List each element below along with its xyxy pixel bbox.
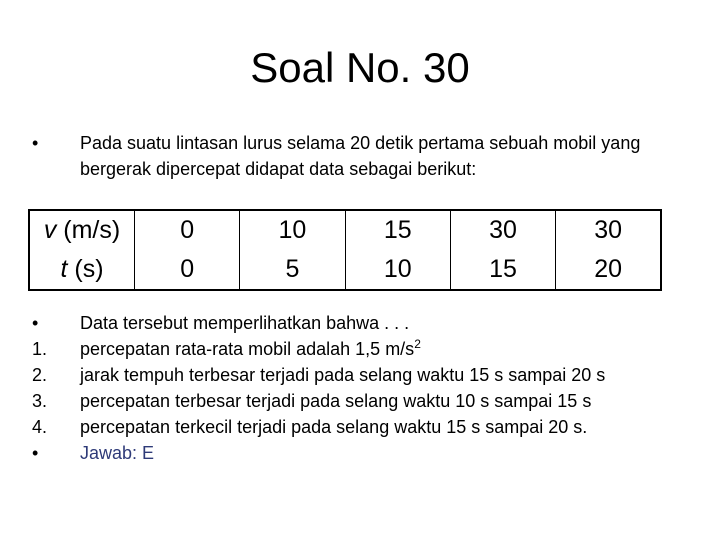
row-label-velocity [29, 210, 135, 250]
table-cell: 15 [345, 210, 450, 250]
table-cell: 0 [135, 250, 240, 290]
option-number: 1. [32, 339, 48, 359]
bullet-marker: • [32, 133, 39, 153]
table-cell: 5 [240, 250, 345, 290]
option-number: 2. [32, 365, 48, 385]
table-cell: 10 [240, 210, 345, 250]
table-cell: 0 [135, 210, 240, 250]
table-row-time [29, 250, 661, 290]
variable-v: v [43, 216, 57, 244]
option-item-1 [32, 336, 702, 362]
row-label-time [29, 250, 135, 290]
option-text [80, 336, 702, 362]
intro-text: Pada suatu lintasan lurus selama 20 detik pertama sebuah mobil yang bergerak dipercepat didapat data sebagai berikut: [80, 133, 641, 179]
variable-t: t [60, 255, 68, 283]
answer-text: Jawab: E [80, 443, 155, 463]
table-cell: 15 [450, 250, 555, 290]
question-item [32, 310, 702, 336]
option-text: percepatan terbesar terjadi pada selang waktu 10 s sampai 15 s [80, 391, 592, 411]
intro-paragraph [32, 130, 692, 182]
option-number: 4. [32, 417, 48, 437]
unit-label: (m/s) [56, 216, 121, 244]
options-list [32, 310, 702, 466]
question-text: Data tersebut memperlihatkan bahwa . . . [80, 313, 410, 333]
option-item-3 [32, 388, 702, 414]
table-cell: 20 [556, 250, 661, 290]
data-table [28, 209, 662, 291]
option-text-main: percepatan rata-rata mobil adalah 1,5 m/s [80, 339, 415, 359]
table-row-velocity [29, 210, 661, 250]
table-cell: 10 [345, 250, 450, 290]
answer-item [32, 440, 702, 466]
option-text: percepatan terkecil terjadi pada selang waktu 15 s sampai 20 s. [80, 417, 588, 437]
option-number: 3. [32, 391, 48, 411]
option-item-2 [32, 362, 702, 388]
bullet-marker: • [32, 443, 39, 463]
table-cell: 30 [556, 210, 661, 250]
option-text: jarak tempuh terbesar terjadi pada selang waktu 15 s sampai 20 s [80, 365, 606, 385]
option-item-4 [32, 414, 702, 440]
intro-item [32, 130, 692, 182]
table-cell: 30 [450, 210, 555, 250]
slide-title: Soal No. 30 [250, 44, 470, 91]
bullet-marker: • [32, 313, 39, 333]
unit-label: (s) [67, 255, 104, 283]
superscript: 2 [414, 337, 421, 351]
